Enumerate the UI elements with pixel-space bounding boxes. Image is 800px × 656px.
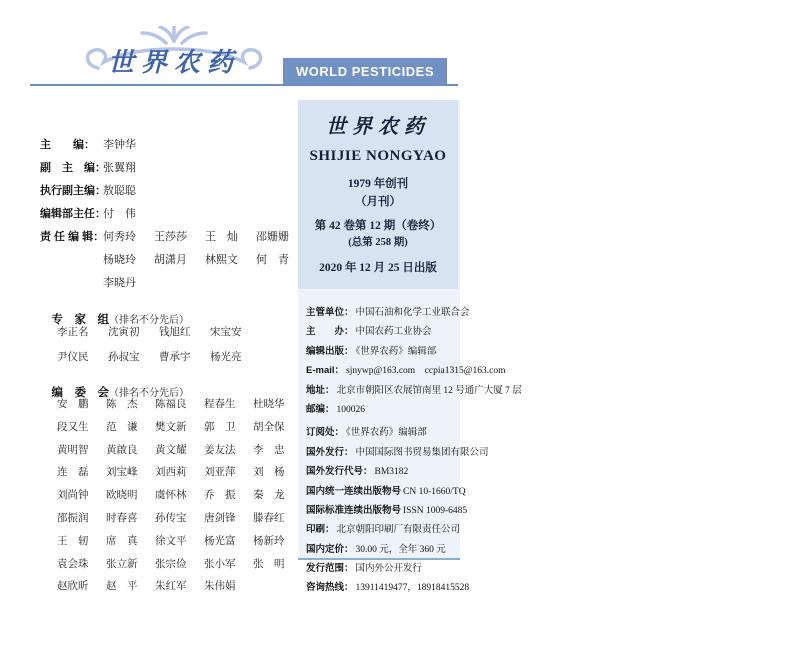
board-member-name: 欧晓明 xyxy=(106,490,138,501)
publication-date: 2020 年 12 月 25 日出版 xyxy=(319,262,437,274)
info-line-address xyxy=(306,381,522,400)
expert-name: 孙叔宝 xyxy=(108,352,140,363)
board-member-name: 黄文耀 xyxy=(155,445,187,456)
board-member-name: 安 鹏 xyxy=(57,399,89,410)
english-title-banner: WORLD PESTICIDES xyxy=(283,58,447,84)
info-line-cn-number xyxy=(306,482,466,501)
board-row xyxy=(57,510,302,525)
founded-year: 1979 年创刊 xyxy=(347,178,409,190)
info-label: 主 办： xyxy=(306,326,354,338)
board-member-name: 张小军 xyxy=(204,559,236,570)
board-member-name: 朱红军 xyxy=(155,581,187,592)
journal-title-pinyin: SHIJIE NONGYAO xyxy=(309,148,447,164)
board-member-name: 唐剑锋 xyxy=(204,513,236,524)
board-member-name: 虞怀林 xyxy=(155,490,187,501)
staff-role-label xyxy=(40,251,103,267)
board-member-name: 杜晓华 xyxy=(253,399,285,410)
staff-name: 付 伟 xyxy=(103,208,136,220)
board-title-text: 编 委 会 xyxy=(51,387,109,399)
experts-row xyxy=(57,324,261,339)
board-member-name: 赵 平 xyxy=(106,581,138,592)
expert-name: 尹仪民 xyxy=(57,352,89,363)
board-member-name: 黄啟良 xyxy=(106,445,138,456)
publisher-info-list xyxy=(298,289,522,598)
info-label: 国际标准连续出版物号 xyxy=(306,504,402,516)
board-member-name: 滕春红 xyxy=(253,513,285,524)
staff-role-label: 责 任 编 辑： xyxy=(40,231,105,243)
expert-name: 杨光亮 xyxy=(210,352,242,363)
board-member-name: 黄明智 xyxy=(57,445,89,456)
board-member-name: 李 忠 xyxy=(253,445,285,456)
board-member-name: 郭 卫 xyxy=(204,422,236,433)
info-value: 《世界农药》编辑部 xyxy=(346,428,427,439)
expert-name: 曹承宇 xyxy=(159,352,191,363)
board-member-name: 张 明 xyxy=(253,559,285,570)
staff-name: 邵姗姗 xyxy=(256,231,289,243)
volume-issue: 第 42 卷第 12 期（卷终） xyxy=(314,220,442,232)
board-member-name: 陈 杰 xyxy=(106,399,138,410)
staff-role-label: 主 编： xyxy=(40,139,95,151)
board-member-name: 刘宝峰 xyxy=(106,467,138,478)
publication-frequency: （月刊） xyxy=(355,196,401,208)
board-member-name: 秦 龙 xyxy=(253,490,285,501)
info-line-postcode xyxy=(306,400,460,419)
board-member-name: 姜友法 xyxy=(204,445,236,456)
info-label: 地址： xyxy=(306,384,335,396)
info-value: 北京朝阳印刷厂有限责任公司 xyxy=(336,525,461,536)
board-member-name: 时春喜 xyxy=(106,513,138,524)
info-value: 中国农药工业协会 xyxy=(355,327,432,338)
staff-name: 王 灿 xyxy=(205,231,238,243)
board-member-name: 刘亚萍 xyxy=(204,467,236,478)
staff-row-responsible-editors-3 xyxy=(40,274,154,290)
board-member-name: 刘西莉 xyxy=(155,467,187,478)
info-value: 13911419477，18918415528 xyxy=(355,583,470,594)
expert-name: 钱旭红 xyxy=(159,327,191,338)
staff-name: 何秀玲 xyxy=(103,231,136,243)
board-member-name: 程春生 xyxy=(204,399,236,410)
header-rule xyxy=(30,84,458,86)
info-value: 100026 xyxy=(336,404,366,415)
info-line-issn-number xyxy=(306,501,468,520)
expert-name: 宋宝安 xyxy=(210,327,242,338)
board-member-name: 朱伟娟 xyxy=(204,581,236,592)
staff-name: 敖聪聪 xyxy=(103,185,136,197)
journal-info-panel xyxy=(298,100,522,594)
experts-title-note: （排名不分先后） xyxy=(109,315,189,326)
board-member-name: 孙传宝 xyxy=(155,513,187,524)
info-label: 印刷： xyxy=(306,524,335,536)
board-title-note: （排名不分先后） xyxy=(109,388,189,399)
staff-role-label: 编辑部主任： xyxy=(40,208,106,220)
info-label: 咨询热线： xyxy=(306,582,354,594)
info-value: 《世界农药》编辑部 xyxy=(355,346,437,357)
info-label: 国内定价： xyxy=(306,543,354,555)
info-line-printer xyxy=(306,520,460,539)
journal-logo-text: 世界农药 xyxy=(107,48,240,77)
board-member-name: 张宗俭 xyxy=(155,559,187,570)
info-value: 中国石油和化学工业联合会 xyxy=(355,308,470,318)
info-line-price xyxy=(306,540,460,559)
info-value: ISSN 1009-6485 xyxy=(403,505,468,516)
board-member-name: 乔 振 xyxy=(204,490,236,501)
staff-name: 李晓丹 xyxy=(103,277,136,289)
journal-logo xyxy=(82,26,266,84)
info-value: 国内外公开发行 xyxy=(355,564,423,575)
board-member-name: 杨新玲 xyxy=(253,536,285,547)
expert-name: 沈寅初 xyxy=(108,327,140,338)
staff-name: 王莎莎 xyxy=(154,231,187,243)
info-value: 30.00 元，全年 360 元 xyxy=(355,544,446,555)
info-value: CN 10-1660/TQ xyxy=(403,486,466,497)
info-line-editor-publisher xyxy=(306,342,460,361)
board-row xyxy=(57,464,302,479)
board-member-name: 席 真 xyxy=(106,536,138,547)
board-member-name: 王 轫 xyxy=(57,536,89,547)
board-member-name: 张立新 xyxy=(106,559,138,570)
info-line-supervisor xyxy=(306,303,470,322)
board-member-name: 范 谦 xyxy=(106,422,138,433)
board-member-name: 连 磊 xyxy=(57,467,89,478)
experts-title-text: 专 家 组 xyxy=(51,314,109,326)
info-label: 国外发行： xyxy=(306,446,354,458)
board-row xyxy=(57,578,253,593)
board-row xyxy=(57,533,302,548)
staff-row-chief-editor xyxy=(40,136,154,152)
board-row xyxy=(57,396,302,411)
info-label: 国内统一连续出版物号 xyxy=(306,485,402,497)
info-label: 主管单位： xyxy=(306,307,354,318)
info-label: 发行范围： xyxy=(306,563,354,575)
board-member-name: 袁会珠 xyxy=(57,559,89,570)
info-label: 邮编： xyxy=(306,403,335,415)
board-member-name: 邵振润 xyxy=(57,513,89,524)
board-member-name: 段又生 xyxy=(57,422,89,433)
board-member-name: 徐文平 xyxy=(155,536,187,547)
staff-name: 胡潇月 xyxy=(154,254,187,266)
staff-role-label xyxy=(40,274,103,290)
board-member-name: 赵欣昕 xyxy=(57,581,89,592)
board-member-name: 杨光富 xyxy=(204,536,236,547)
staff-row-deputy-editor xyxy=(40,159,154,175)
info-line-overseas-distributor xyxy=(306,443,489,462)
board-row xyxy=(57,487,302,502)
staff-row-editorial-director xyxy=(40,205,154,221)
board-member-name: 胡全保 xyxy=(253,422,285,433)
staff-row-responsible-editors-1 xyxy=(40,228,307,244)
total-issue-number: (总第 258 期) xyxy=(348,237,408,248)
info-line-overseas-code xyxy=(306,462,460,481)
board-member-name: 樊文新 xyxy=(155,422,187,433)
info-label: 订阅处： xyxy=(306,427,345,439)
info-value: BM3182 xyxy=(374,467,409,478)
staff-role-label: 执行副主编： xyxy=(40,185,106,197)
info-value: sjnywp@163.com ccpia1315@163.com xyxy=(346,366,506,377)
board-row xyxy=(57,556,302,571)
info-line-subscription xyxy=(306,423,460,442)
info-value: 北京市朝阳区农展馆南里 12 号通广大厦 7 层 xyxy=(336,385,522,396)
info-line-email xyxy=(306,361,506,380)
info-line-hotline xyxy=(306,578,470,597)
staff-name: 杨晓玲 xyxy=(103,254,136,266)
board-member-name: 刘尚钟 xyxy=(57,490,89,501)
staff-row-executive-deputy-editor xyxy=(40,182,154,198)
staff-role-label: 副 主 编： xyxy=(40,162,106,174)
info-label: E-mail： xyxy=(306,365,345,377)
info-label: 编辑出版： xyxy=(306,345,354,357)
info-value: 中国国际图书贸易集团有限公司 xyxy=(355,447,489,458)
expert-name: 李正名 xyxy=(57,327,89,338)
board-row xyxy=(57,419,302,434)
board-member-name: 陈福良 xyxy=(155,399,187,410)
info-line-distribution-scope xyxy=(306,559,460,578)
masthead-box xyxy=(298,100,458,289)
staff-name: 李钟华 xyxy=(103,139,136,151)
staff-row-responsible-editors-2 xyxy=(40,251,307,267)
board-member-name: 刘 杨 xyxy=(253,467,285,478)
experts-row xyxy=(57,349,261,364)
info-label: 国外发行代号： xyxy=(306,466,373,478)
board-row xyxy=(57,442,302,457)
staff-name: 张翼翔 xyxy=(103,162,136,174)
info-line-sponsor xyxy=(306,322,460,341)
staff-name: 林熙文 xyxy=(205,254,238,266)
journal-title-cn: 世界农药 xyxy=(326,116,430,138)
staff-name: 何 青 xyxy=(256,254,289,266)
